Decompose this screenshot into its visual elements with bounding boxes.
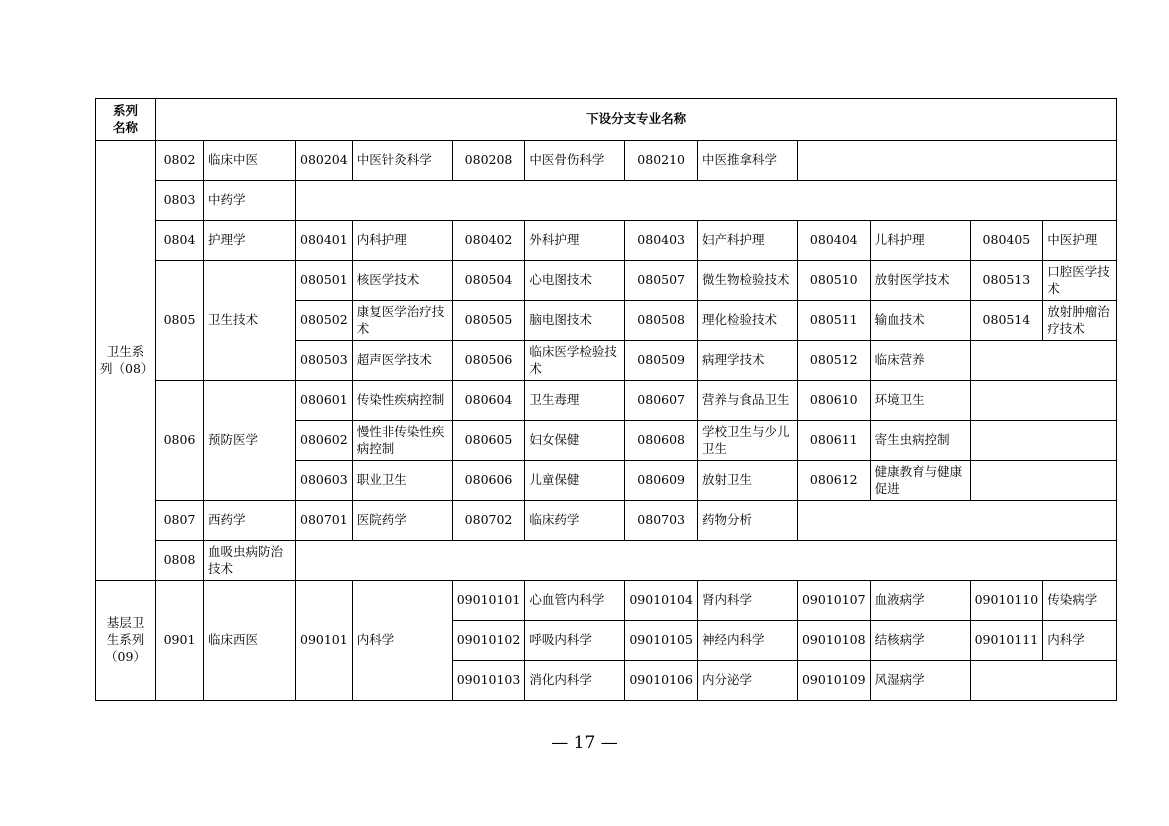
group-name: 临床中医 xyxy=(204,141,296,181)
specialty-name: 超声医学技术 xyxy=(352,341,452,381)
specialty-code: 09010107 xyxy=(797,581,870,621)
specialty-name: 内科护理 xyxy=(352,221,452,261)
specialty-name: 中医推拿科学 xyxy=(697,141,797,181)
group-code: 0805 xyxy=(156,261,204,381)
specialty-code: 080204 xyxy=(296,141,353,181)
empty-cell xyxy=(970,341,1117,381)
specialty-code: 080208 xyxy=(452,141,525,181)
specialty-code: 080607 xyxy=(625,381,698,421)
group-code: 0806 xyxy=(156,381,204,501)
group-name: 西药学 xyxy=(204,501,296,541)
sub-group-name: 内科学 xyxy=(352,581,452,701)
specialty-name: 临床医学检验技术 xyxy=(525,341,625,381)
specialty-code: 080210 xyxy=(625,141,698,181)
specialty-code: 080612 xyxy=(797,461,870,501)
specialty-name: 脑电图技术 xyxy=(525,301,625,341)
specialty-name: 妇产科护理 xyxy=(697,221,797,261)
table-row xyxy=(96,141,1117,181)
empty-cell xyxy=(797,501,1116,541)
specialty-name: 放射卫生 xyxy=(697,461,797,501)
specialty-code: 09010111 xyxy=(970,621,1043,661)
specialty-name: 中医针灸科学 xyxy=(352,141,452,181)
specialty-name: 放射医学技术 xyxy=(870,261,970,301)
specialty-code: 080611 xyxy=(797,421,870,461)
empty-cell xyxy=(296,541,1117,581)
specialty-code: 080505 xyxy=(452,301,525,341)
specialty-name: 营养与食品卫生 xyxy=(697,381,797,421)
group-code: 0804 xyxy=(156,221,204,261)
specialty-name: 放射肿瘤治疗技术 xyxy=(1043,301,1117,341)
specialty-name: 药物分析 xyxy=(697,501,797,541)
specialty-code: 080512 xyxy=(797,341,870,381)
specialty-name: 心血管内科学 xyxy=(525,581,625,621)
group-code: 0901 xyxy=(156,581,204,701)
specialty-code: 09010103 xyxy=(452,661,525,701)
specialty-name: 内科学 xyxy=(1043,621,1117,661)
sub-group-code: 090101 xyxy=(296,581,353,701)
table-row xyxy=(96,501,1117,541)
empty-cell xyxy=(970,461,1117,501)
specialty-code: 09010105 xyxy=(625,621,698,661)
specialty-code: 080603 xyxy=(296,461,353,501)
specialty-name: 卫生毒理 xyxy=(525,381,625,421)
specialty-name: 外科护理 xyxy=(525,221,625,261)
specialty-name: 儿科护理 xyxy=(870,221,970,261)
specialty-name: 传染病学 xyxy=(1043,581,1117,621)
header-specialty-names: 下设分支专业名称 xyxy=(156,99,1117,141)
specialty-code: 080703 xyxy=(625,501,698,541)
group-name: 临床西医 xyxy=(204,581,296,701)
specialty-name: 医院药学 xyxy=(352,501,452,541)
table-row xyxy=(96,221,1117,261)
specialty-code: 080404 xyxy=(797,221,870,261)
specialty-code: 080610 xyxy=(797,381,870,421)
group-name: 预防医学 xyxy=(204,381,296,501)
specialty-code: 080602 xyxy=(296,421,353,461)
specialty-name: 呼吸内科学 xyxy=(525,621,625,661)
group-code: 0807 xyxy=(156,501,204,541)
specialty-code: 080510 xyxy=(797,261,870,301)
specialty-table xyxy=(95,98,1117,701)
specialty-name: 康复医学治疗技术 xyxy=(352,301,452,341)
specialty-name: 病理学技术 xyxy=(697,341,797,381)
specialty-code: 080514 xyxy=(970,301,1043,341)
specialty-name: 妇女保健 xyxy=(525,421,625,461)
series-name: 基层卫 生系列 （09） xyxy=(96,581,156,701)
table-row xyxy=(96,381,1117,421)
table-row xyxy=(96,541,1117,581)
specialty-name: 学校卫生与少儿卫生 xyxy=(697,421,797,461)
specialty-code: 080405 xyxy=(970,221,1043,261)
specialty-name: 消化内科学 xyxy=(525,661,625,701)
specialty-name: 健康教育与健康促进 xyxy=(870,461,970,501)
group-name: 卫生技术 xyxy=(204,261,296,381)
specialty-code: 080504 xyxy=(452,261,525,301)
group-code: 0803 xyxy=(156,181,204,221)
specialty-name: 风湿病学 xyxy=(870,661,970,701)
specialty-name: 临床药学 xyxy=(525,501,625,541)
specialty-code: 080604 xyxy=(452,381,525,421)
specialty-name: 职业卫生 xyxy=(352,461,452,501)
specialty-code: 080702 xyxy=(452,501,525,541)
specialty-code: 080402 xyxy=(452,221,525,261)
table-row xyxy=(96,581,1117,621)
group-code: 0808 xyxy=(156,541,204,581)
specialty-name: 理化检验技术 xyxy=(697,301,797,341)
specialty-name: 儿童保健 xyxy=(525,461,625,501)
group-name: 中药学 xyxy=(204,181,296,221)
specialty-name: 中医护理 xyxy=(1043,221,1117,261)
table-row xyxy=(96,181,1117,221)
specialty-code: 09010102 xyxy=(452,621,525,661)
header-series-name: 系列 名称 xyxy=(96,99,156,141)
specialty-code: 080502 xyxy=(296,301,353,341)
specialty-code: 080605 xyxy=(452,421,525,461)
specialty-code: 080509 xyxy=(625,341,698,381)
group-name: 血吸虫病防治技术 xyxy=(204,541,296,581)
specialty-name: 寄生虫病控制 xyxy=(870,421,970,461)
specialty-code: 080508 xyxy=(625,301,698,341)
group-code: 0802 xyxy=(156,141,204,181)
empty-cell xyxy=(970,381,1117,421)
specialty-code: 09010108 xyxy=(797,621,870,661)
specialty-code: 080403 xyxy=(625,221,698,261)
specialty-code: 09010104 xyxy=(625,581,698,621)
specialty-code: 080609 xyxy=(625,461,698,501)
specialty-name: 神经内科学 xyxy=(697,621,797,661)
specialty-code: 080501 xyxy=(296,261,353,301)
specialty-name: 心电图技术 xyxy=(525,261,625,301)
empty-cell xyxy=(797,141,1116,181)
series-name: 卫生系 列（08） xyxy=(96,141,156,581)
empty-cell xyxy=(970,421,1117,461)
specialty-name: 临床营养 xyxy=(870,341,970,381)
specialty-code: 080701 xyxy=(296,501,353,541)
specialty-name: 慢性非传染性疾病控制 xyxy=(352,421,452,461)
specialty-name: 核医学技术 xyxy=(352,261,452,301)
specialty-code: 09010110 xyxy=(970,581,1043,621)
specialty-name: 中医骨伤科学 xyxy=(525,141,625,181)
specialty-name: 结核病学 xyxy=(870,621,970,661)
specialty-code: 080606 xyxy=(452,461,525,501)
specialty-name: 微生物检验技术 xyxy=(697,261,797,301)
specialty-code: 080401 xyxy=(296,221,353,261)
page-number: — 17 — xyxy=(551,733,618,753)
specialty-code: 080601 xyxy=(296,381,353,421)
specialty-name: 血液病学 xyxy=(870,581,970,621)
table-row xyxy=(96,261,1117,301)
specialty-code: 080507 xyxy=(625,261,698,301)
specialty-code: 09010109 xyxy=(797,661,870,701)
empty-cell xyxy=(970,661,1117,701)
specialty-code: 080511 xyxy=(797,301,870,341)
specialty-name: 肾内科学 xyxy=(697,581,797,621)
specialty-code: 09010101 xyxy=(452,581,525,621)
specialty-name: 输血技术 xyxy=(870,301,970,341)
specialty-name: 传染性疾病控制 xyxy=(352,381,452,421)
specialty-code: 080503 xyxy=(296,341,353,381)
specialty-code: 080608 xyxy=(625,421,698,461)
specialty-name: 内分泌学 xyxy=(697,661,797,701)
specialty-code: 080513 xyxy=(970,261,1043,301)
group-name: 护理学 xyxy=(204,221,296,261)
specialty-name: 口腔医学技术 xyxy=(1043,261,1117,301)
specialty-code: 080506 xyxy=(452,341,525,381)
empty-cell xyxy=(296,181,1117,221)
specialty-code: 09010106 xyxy=(625,661,698,701)
specialty-name: 环境卫生 xyxy=(870,381,970,421)
